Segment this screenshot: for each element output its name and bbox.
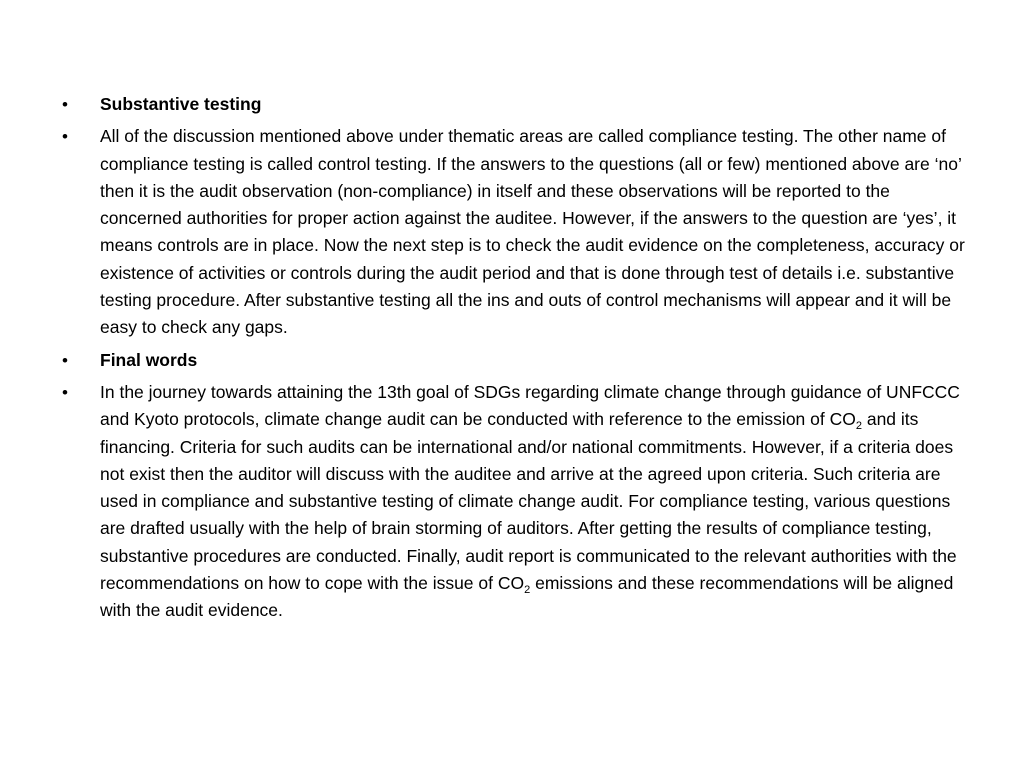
bullet-icon: • (62, 382, 68, 402)
co2-subscript: 2 (855, 420, 862, 433)
bullet-icon: • (62, 350, 68, 370)
bullet-list (56, 91, 968, 630)
co2-subscript: 2 (524, 584, 531, 597)
heading-text: Substantive testing (100, 94, 262, 114)
bullet-icon: • (62, 127, 68, 147)
bullet-final-words-heading (56, 347, 968, 374)
bullet-substantive-testing-heading (56, 91, 968, 118)
paragraph-text: All of the discussion mentioned above under thematic areas are called compliance testing. The other name of compliance testing is called control testing. If the answers to the questions (all or few) mentioned above are ‘no’ then it is the audit observation (non-compliance) in itself and these observations will be reported to the concerned authorities for proper action against the auditee. However, if the answers to the question are ‘yes’, it means controls are in place. Now the next step is to check the audit evidence on the completeness, accuracy or existence of activities or controls during the audit period and that is done through test of details i.e. substantive testing procedure. After substantive testing all the ins and outs of control mechanisms will appear and it will be easy to check any gaps. (100, 126, 965, 338)
bullet-final-words-paragraph (56, 379, 968, 625)
heading-text: Final words (100, 349, 198, 370)
bullet-compliance-testing-paragraph (56, 123, 968, 341)
paragraph-text-part2: and its financing. Criteria for such audits can be international and/or national commitments. However, if a criteria does not exist then the auditor will discuss with the auditee and arrive at the agreed upon criteria. Such criteria are used in compliance and substantive testing of climate change audit. For compliance testing, various questions are drafted usually with the help of brain storming of auditors. After getting the results of compliance testing, substantive procedures are conducted. Finally, audit report is communicated to the relevant authorities with the recommendations on how to cope with the issue of CO (100, 409, 957, 594)
paragraph-text-part3: emissions and these recommendations will be aligned with the audit evidence. (100, 573, 954, 621)
paragraph-text-part1: In the journey towards attaining the 13th goal of SDGs regarding climate change through guidance of UNFCCC and Kyoto protocols, climate change audit can be conducted with reference to the emission of CO (100, 381, 960, 430)
bullet-icon: • (62, 95, 68, 114)
